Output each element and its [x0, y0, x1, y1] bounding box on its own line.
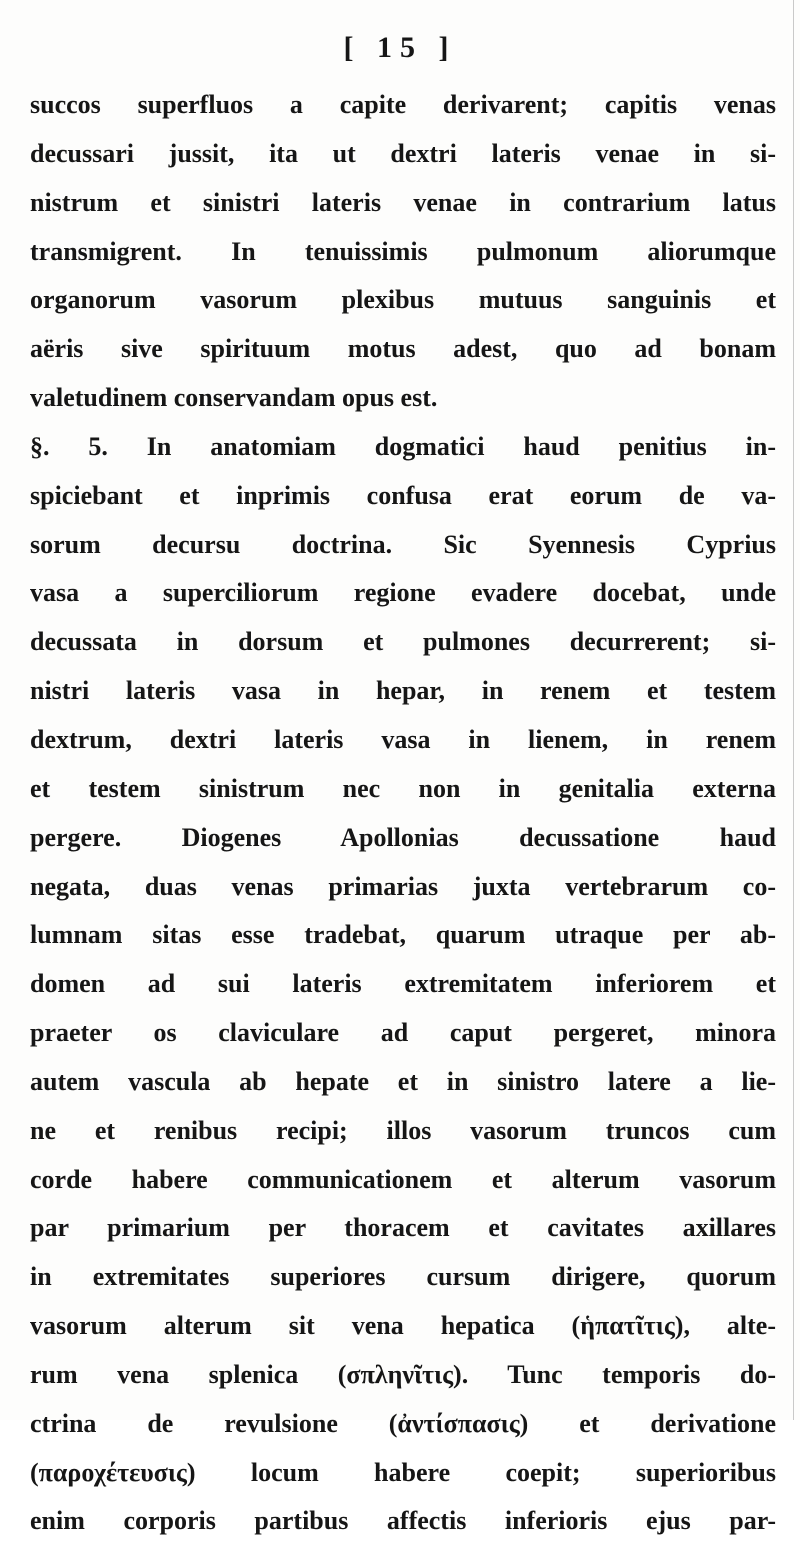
- text-line: praeter os claviculare ad caput pergeret, minora: [30, 1018, 776, 1048]
- text-line: ctrina de revulsione (ἀντίσπασις) et derivatione: [30, 1408, 776, 1438]
- text-line: nistri lateris vasa in hepar, in renem et testem: [30, 676, 776, 706]
- text-line: lumnam sitas esse tradebat, quarum utraque per ab-: [30, 920, 776, 950]
- text-line: enim corporis partibus affectis inferioris ejus par-: [30, 1506, 776, 1536]
- text-line: transmigrent. In tenuissimis pulmonum aliorumque: [30, 236, 776, 266]
- text-line: decussata in dorsum et pulmones decurrerent; si-: [30, 627, 776, 657]
- text-line: negata, duas venas primarias juxta vertebrarum co-: [30, 871, 776, 901]
- body-text: [30, 81, 776, 1546]
- text-line: aëris sive spirituum motus adest, quo ad bonam: [30, 334, 776, 364]
- text-line: (παροχέτευσις) locum habere coepit; superioribus: [30, 1457, 776, 1487]
- text-line: domen ad sui lateris extremitatem inferiorem et: [30, 969, 776, 999]
- text-line: succos superfluos a capite derivarent; capitis venas: [30, 90, 776, 119]
- text-line: nistrum et sinistri lateris venae in contrarium latus: [30, 187, 776, 217]
- text-line: ne et renibus recipi; illos vasorum truncos cum: [30, 1115, 776, 1145]
- text-line: organorum vasorum plexibus mutuus sanguinis et: [30, 285, 776, 315]
- text-line: dextrum, dextri lateris vasa in lienem, in renem: [30, 724, 776, 754]
- text-line: vasa a superciliorum regione evadere docebat, unde: [30, 578, 776, 608]
- text-line: sorum decursu doctrina. Sic Syennesis Cyprius: [30, 529, 776, 559]
- text-line: §. 5. In anatomiam dogmatici haud penitius in-: [30, 431, 776, 461]
- text-line: et testem sinistrum nec non in genitalia externa: [30, 773, 776, 803]
- page-number: [ 15 ]: [343, 31, 457, 64]
- text-line: in extremitates superiores cursum dirigere, quorum: [30, 1262, 776, 1292]
- text-line: vasorum alterum sit vena hepatica (ἡπατῖτις), alte-: [30, 1311, 776, 1341]
- text-line: rum vena splenica (σπληνῖτις). Tunc temporis do-: [30, 1359, 776, 1389]
- text-line: par primarium per thoracem et cavitates axillares: [30, 1213, 776, 1243]
- text-line: valetudinem conservandam opus est.: [30, 383, 438, 413]
- text-line: corde habere communicationem et alterum vasorum: [30, 1164, 776, 1194]
- text-line: pergere. Diogenes Apollonias decussatione haud: [30, 822, 776, 852]
- text-line: autem vascula ab hepate et in sinistro latere a lie-: [30, 1066, 776, 1096]
- page-edge-line: [793, 0, 794, 1420]
- text-line: decussari jussit, ita ut dextri lateris venae in si-: [30, 138, 776, 168]
- text-line: spiciebant et inprimis confusa erat eorum de va-: [30, 480, 776, 510]
